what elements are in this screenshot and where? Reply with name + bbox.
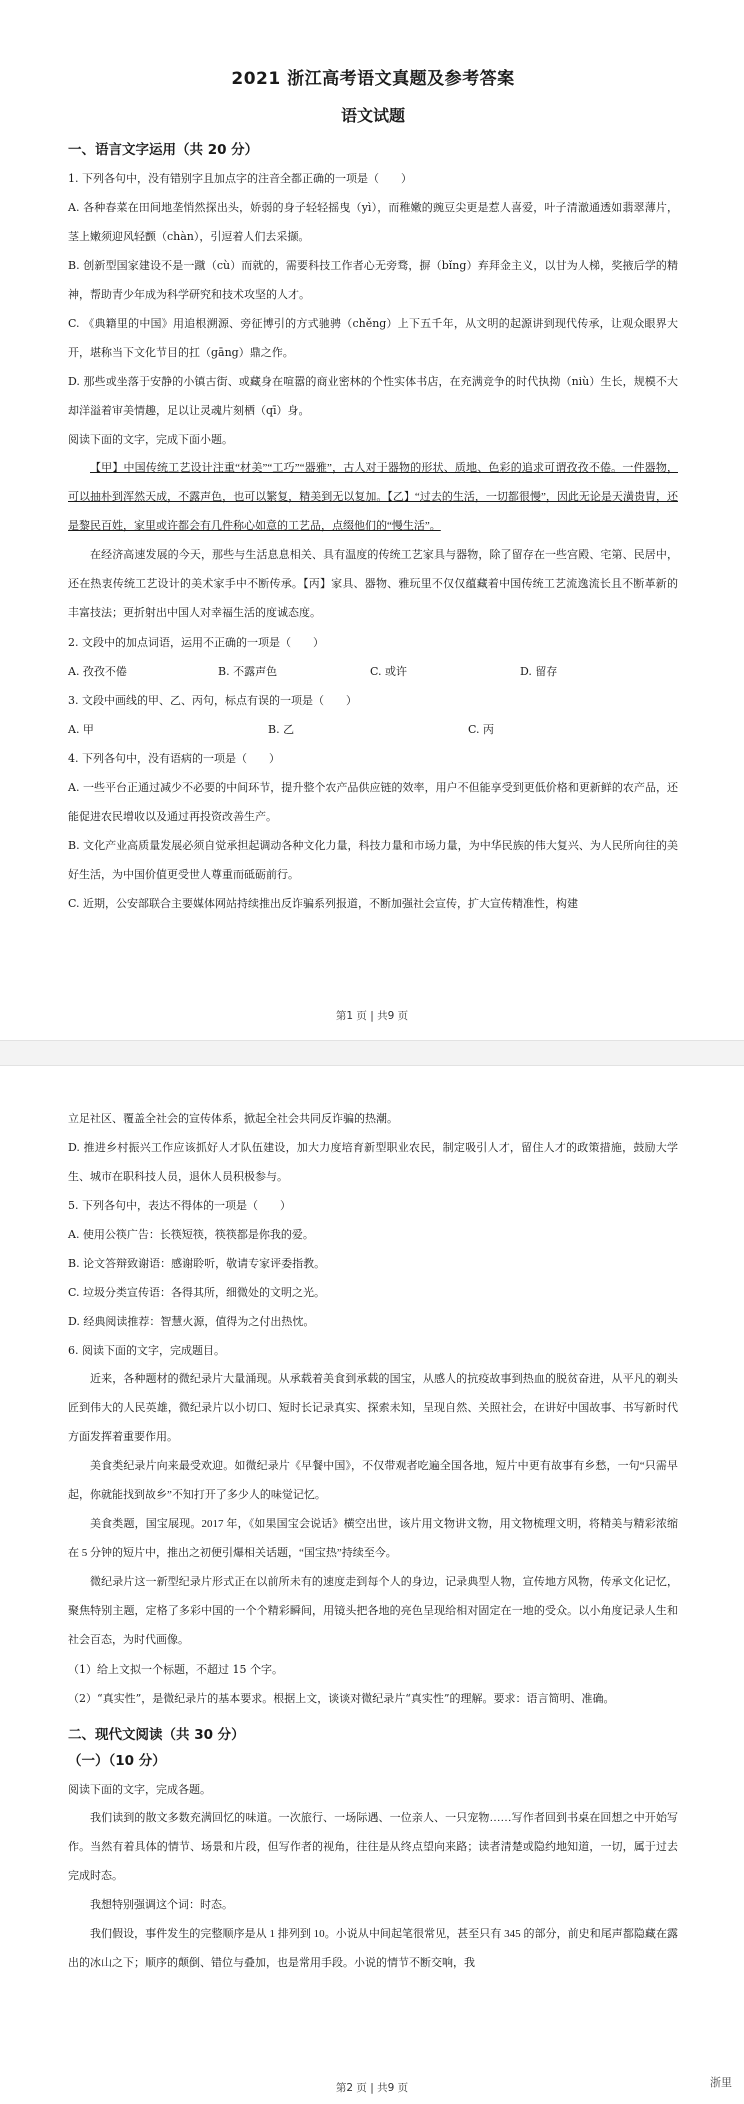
reading-instruction: 阅读下面的文字，完成各题。 (68, 1783, 211, 1796)
page-divider (0, 1040, 744, 1066)
section-heading: 二、现代文阅读（共 30 分） (68, 1727, 245, 1743)
passage-paragraph: 我想特别强调这个词：时态。 (90, 1899, 233, 1911)
question-6: 6. 阅读下面的文字，完成题目。 (68, 1344, 225, 1357)
passage-paragraph: 美食类纪录片向来最受欢迎。如微纪录片《早餐中国》，不仅带观者吃遍全国各地，短片中更有故事有乡愁，一句“只需早起，你就能找到故乡”不知打开了多少人的味觉记忆。 (68, 1460, 678, 1501)
page-footer: 第1 页 | 共9 页 (335, 1010, 409, 1022)
question-5-option-a: A. 使用公筷广告：长筷短筷，筷筷都是你我的爱。 (68, 1228, 314, 1241)
question-6-1: （1）给上文拟一个标题，不超过 15 个字。 (68, 1663, 283, 1676)
question-2-options (68, 657, 678, 686)
option: A. 孜孜不倦 (68, 665, 127, 678)
question-2: 2. 文段中的加点词语，运用不正确的一项是（ ） (68, 636, 324, 649)
passage-paragraph: 我们读到的散文多数充满回忆的味道。一次旅行、一场际遇、一位亲人、一只宠物……写作者回到书桌在回想之中开始写作。当然有着具体的情节、场景和片段，但写作者的视角，往往是从终点望向来路；读者清楚或隐约地知道，一切，属于过去完成时态。 (68, 1812, 678, 1882)
page-2-content (68, 1104, 678, 1978)
page-2 (0, 1066, 744, 2104)
question-1-option-c: C. 《典籍里的中国》用追根溯源、旁征博引的方式驰骋（chěng）上下五千年，从文明的起源讲到现代传承，让观众眼界大开，堪称当下文化节目的扛（gāng）鼎之作。 (68, 317, 678, 359)
page-1-content (68, 64, 678, 918)
page-1 (0, 0, 744, 1040)
question-4-option-b: B. 文化产业高质量发展必须自觉承担起调动各种文化力量，科技力量和市场力量，为中华民族的伟大复兴、为人民所向往的美好生活，为中国价值更受世人尊重而砥砺前行。 (68, 839, 678, 881)
option: B. 不露声色 (218, 665, 278, 678)
option: C. 或许 (370, 665, 408, 678)
passage-paragraph: 我们假设，事件发生的完整顺序是从 1 排列到 10。小说从中间起笔很常见，甚至只有 345 的部分，前史和尾声都隐藏在露出的冰山之下；顺序的颠倒、错位与叠加，也是常用手段。小说的情节不断交响，我 (68, 1928, 678, 1969)
passage-paragraph: 微纪录片这一新型纪录片形式正在以前所未有的速度走到每个人的身边，记录典型人物，宣传地方风物，传承文化记忆，聚焦特别主题，定格了多彩中国的一个个精彩瞬间，用镜头把各地的亮色呈现给相对固定在一地的受众。以小角度记录人生和社会百态，为时代画像。 (68, 1576, 678, 1646)
subsection-heading: （一）（10 分） (68, 1753, 166, 1769)
question-5-option-b: B. 论文答辩致谢语：感谢聆听，敬请专家评委指教。 (68, 1257, 326, 1270)
question-5-option-d: D. 经典阅读推荐：智慧火源，值得为之付出热忱。 (68, 1315, 315, 1328)
passage-paragraph-1: 【甲】中国传统工艺设计注重“材美”“工巧”“器雅”，古人对于器物的形状、质地、色彩的追求可谓孜孜不倦。一件器物，可以抽朴到浑然天成，不露声色，也可以繁复，精美到无以复加。【乙】“过去的生活，一切都很慢”，因此无论是天潢贵胄，还是黎民百姓，家里或许都会有几件称心如意的工艺品，点缀他们的“慢生活”。 (68, 462, 678, 532)
question-1-option-d: D. 那些或坐落于安静的小镇古街、或藏身在喧嚣的商业密林的个性实体书店，在充满竞争的时代执拗（niù）生长，规模不大却洋溢着审美情趣，足以让灵魂片刻栖（qī）身。 (68, 375, 678, 417)
document-title: 2021 浙江高考语文真题及参考答案 (231, 69, 515, 89)
passage-paragraph: 美食类题，国宝展现。2017 年，《如果国宝会说话》横空出世，该片用文物讲文物，用文物梳理文明，将精美与精彩浓缩在 5 分钟的短片中，推出之初便引爆相关话题，“国宝热”持续至今。 (68, 1518, 678, 1559)
question-4-option-c-continued: 立足社区、覆盖全社会的宣传体系，掀起全社会共同反诈骗的热潮。 (68, 1112, 398, 1125)
question-1-option-b: B. 创新型国家建设不是一蹴（cù）而就的，需要科技工作者心无旁骛，摒（bǐng）弃拜金主义，以甘为人梯，奖掖后学的精神，帮助青少年成为科学研究和技术攻坚的人才。 (68, 259, 678, 301)
document-subtitle: 语文试题 (340, 106, 405, 125)
question-4-option-a: A. 一些平台正通过减少不必要的中间环节，提升整个农产品供应链的效率，用户不但能享受到更低价格和更新鲜的农产品，还能促进农民增收以及通过再投资改善生产。 (68, 781, 678, 823)
section-heading: 一、语言文字运用（共 20 分） (68, 142, 259, 158)
passage-paragraph: 近来，各种题材的微纪录片大量涌现。从承载着美食到承载的国宝，从感人的抗疫故事到热血的脱贫奋进，从平凡的剃头匠到伟大的人民英雄，微纪录片以小切口、短时长记录真实、探索未知，呈现自然、关照社会，在讲好中国故事、书写新时代方面发挥着重要作用。 (68, 1373, 678, 1443)
option: C. 丙 (468, 723, 495, 736)
passage-paragraph-2: 在经济高速发展的今天，那些与生活息息相关、具有温度的传统工艺家具与器物，除了留存在一些宫殿、宅第、民居中，还在热衷传统工艺设计的美术家手中不断传承。【丙】家具、器物、雅玩里不仅仅蕴藏着中国传统工艺流逸流长且不断革新的丰富技法；更折射出中国人对幸福生活的度诚态度。 (68, 549, 678, 619)
question-5: 5. 下列各句中，表达不得体的一项是（ ） (68, 1199, 291, 1212)
option: A. 甲 (68, 723, 94, 736)
question-1: 1. 下列各句中，没有错别字且加点字的注音全都正确的一项是（ ） (68, 172, 412, 185)
question-1-option-a: A. 各种春菜在田间地垄悄然探出头，娇弱的身子轻轻摇曳（yì），而稚嫩的豌豆尖更是惹人喜爱，叶子清澈通透如翡翠薄片，茎上嫩须迎风轻颤（chàn），引逗着人们去采撷。 (68, 201, 678, 243)
question-3-options (68, 715, 678, 744)
question-4-option-d: D. 推进乡村振兴工作应该抓好人才队伍建设，加大力度培育新型职业农民，制定吸引人才，留住人才的政策措施，鼓励大学生、城市在职科技人员，退休人员积极参与。 (68, 1141, 678, 1183)
page-footer: 第2 页 | 共9 页 (335, 2082, 409, 2094)
watermark: 浙里 (710, 2076, 732, 2089)
question-3: 3. 文段中画线的甲、乙、丙句，标点有误的一项是（ ） (68, 694, 357, 707)
reading-instruction: 阅读下面的文字，完成下面小题。 (68, 433, 233, 446)
question-4: 4. 下列各句中，没有语病的一项是（ ） (68, 752, 280, 765)
option: D. 留存 (520, 665, 558, 678)
question-4-option-c: C. 近期，公安部联合主要媒体网站持续推出反诈骗系列报道，不断加强社会宣传，扩大宣传精准性，构建 (68, 897, 579, 910)
question-6-2: （2）“真实性”，是微纪录片的基本要求。根据上文，谈谈对微纪录片“真实性”的理解。要求：语言简明、准确。 (68, 1692, 615, 1705)
question-5-option-c: C. 垃圾分类宣传语：各得其所，细微处的文明之光。 (68, 1286, 326, 1299)
option: B. 乙 (268, 723, 295, 736)
